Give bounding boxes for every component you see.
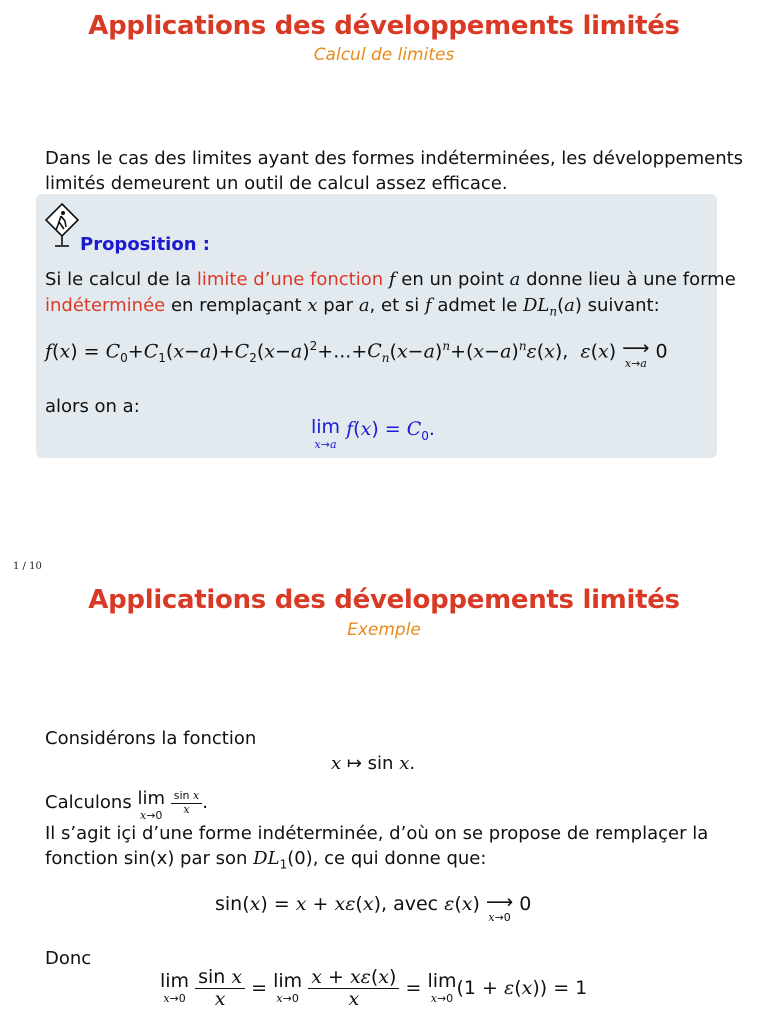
proposition-line-1: Si le calcul de la limite d’une fonction f en un point a donne lieu à une forme bbox=[45, 269, 736, 290]
function-map: x ↦ sin x. bbox=[331, 753, 416, 774]
agit-line-1: Il s’agit içi d’une forme indéterminée, d’où on se propose de remplaçer la bbox=[45, 823, 709, 844]
proposition-text bbox=[45, 267, 736, 325]
proposition-line-2: indéterminée en remplaçant x par a, et si f admet le $DL_n(a)$ suivant: bbox=[45, 295, 660, 319]
proposition-label: Proposition : bbox=[80, 234, 210, 255]
slide-subtitle: Calcul de limites bbox=[313, 45, 455, 65]
agit-paragraph bbox=[45, 821, 708, 878]
limit-result: lim x→a $f(x) = C_0$. bbox=[311, 416, 435, 451]
calculons-line: Calculons lim x→0 $\frac{\text{sin x}}{x}$ . bbox=[45, 788, 208, 822]
alors-text: alors on a: bbox=[45, 396, 140, 417]
agit-line-2: fonction sin(x) par son $DL_1(0)$, ce qui donne que: bbox=[45, 848, 487, 872]
considerons-text: Considérons la fonction bbox=[45, 728, 257, 749]
slide-title: Applications des développements limités bbox=[88, 11, 680, 41]
intro-line-2: limités demeurent un outil de calcul assez efficace. bbox=[45, 173, 508, 194]
intro-paragraph bbox=[45, 146, 743, 196]
dl-formula: $f(x) = C_0+C_1(x-a)+C_2(x-a)^2+...+C_n(x-a)^n+(x-a)^n\varepsilon(x)$, ε(x) ⟶ x→a 0 bbox=[45, 337, 668, 370]
roadwork-sign-icon bbox=[44, 203, 80, 249]
page-indicator: 1 / 10 bbox=[13, 561, 42, 572]
slide-2 bbox=[0, 575, 768, 1024]
slide-title: Applications des développements limités bbox=[88, 585, 680, 615]
slide-subtitle: Exemple bbox=[347, 620, 421, 640]
donc-text: Donc bbox=[45, 948, 92, 969]
intro-line-1: Dans le cas des limites ayant des formes indéterminées, les développements bbox=[45, 148, 744, 169]
final-limit: lim x→0 $\frac{\text{sin x}}{x}$ = lim x→0 $\frac{x + x\varepsilon(x)}{x}$ = lim x→0 (1 + ε(x)) = 1 bbox=[160, 966, 588, 1010]
sin-expansion: sin(x) = x + xε(x), avec ε(x) ⟶ x→0 0 bbox=[215, 891, 532, 924]
